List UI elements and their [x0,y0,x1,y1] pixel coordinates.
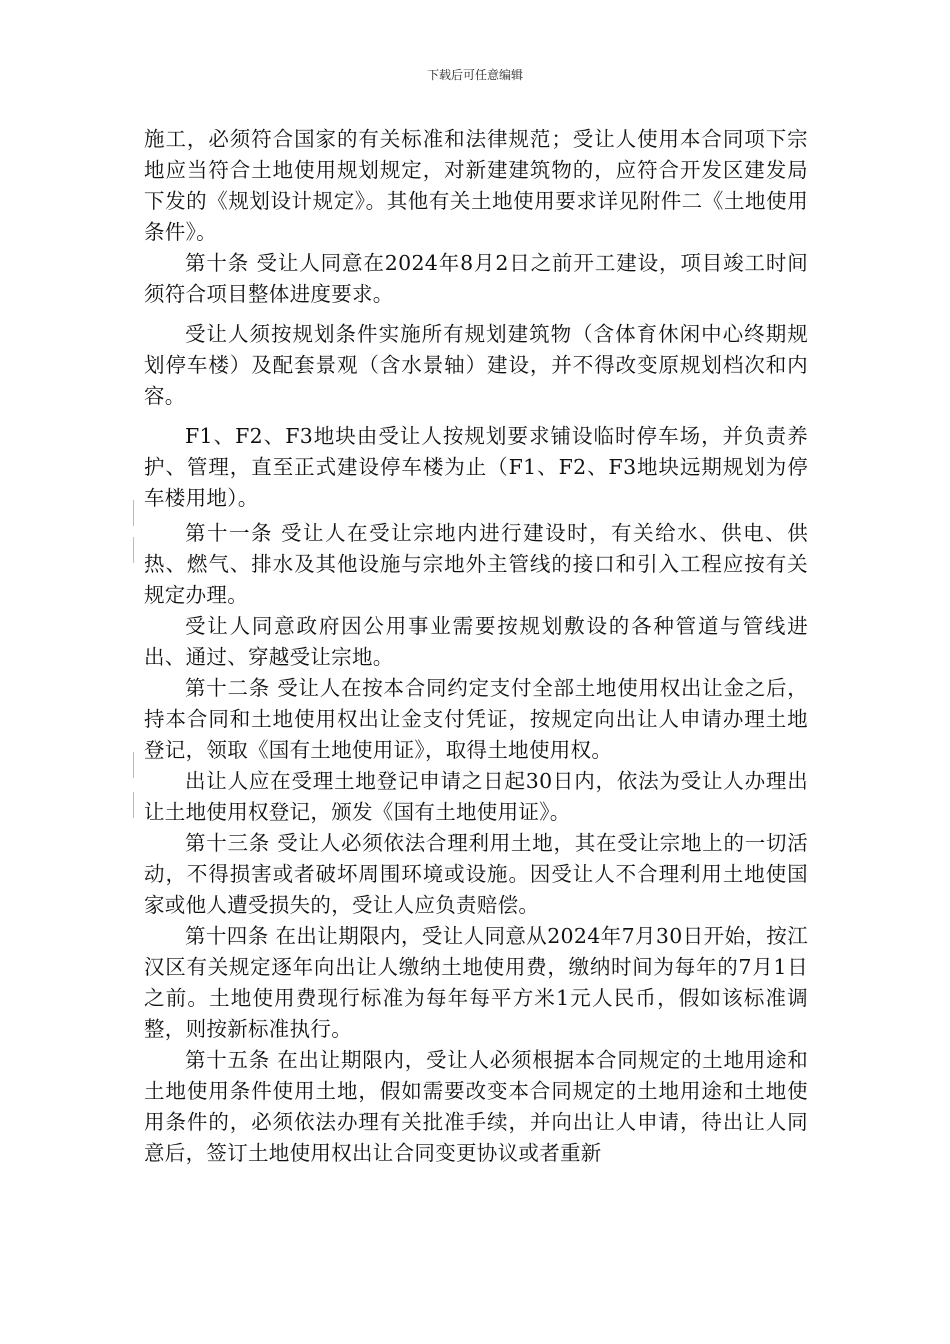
article-10-parking: F1、F2、F3地块由受让人按规划要求铺设临时停车场，并负责养护、管理，直至正式建设停车楼为止（F1、F2、F3地块远期规划为停车楼用地）。 [144,424,808,510]
margin-mark [133,752,134,778]
page-header: 下载后可任意编辑 [426,68,523,82]
article-12: 第十二条 受让人在按本合同约定支付全部土地使用权出让金之后，持本合同和土地使用权出让金支付凭证，按规定向出让人申请办理土地登记，领取《国有土地使用证》，取得土地使用权。 [144,676,808,762]
article-12-registration: 出让人应在受理土地登记申请之日起30日内，依法为受让人办理出让土地使用权登记，颁发《国有土地使用证》。 [144,769,808,824]
article-10: 第十条 受让人同意在2024年8月2日之前开工建设，项目竣工时间须符合项目整体进度要求。 [144,251,808,306]
article-13: 第十三条 受让人必须依法合理利用土地，其在受让宗地上的一切活动，不得损害或者破坏周围环境或设施。因受让人不合理利用土地使国家或他人遭受损失的，受让人应负责赔偿。 [144,831,808,917]
article-14: 第十四条 在出让期限内，受让人同意从2024年7月30日开始，按江汉区有关规定逐年向出让人缴纳土地使用费，缴纳时间为每年的7月1日之前。土地使用费现行标准为每年每平方米1元人民币，假如该标准调整，则按新标准执行。 [144,924,808,1041]
document-body [144,124,808,1169]
article-11-pipelines: 受让人同意政府因公用事业需要按规划敷设的各种管道与管线进出、通过、穿越受让宗地。 [144,614,808,669]
paragraph-continuation: 施工，必须符合国家的有关标准和法律规范；受让人使用本合同项下宗地应当符合土地使用规划规定，对新建建筑物的，应符合开发区建发局下发的《规划设计规定》。其他有关土地使用要求详见附件二《土地使用条件》。 [144,127,808,244]
article-10-planning: 受让人须按规划条件实施所有规划建筑物（含体育休闲中心终期规划停车楼）及配套景观（含水景轴）建设，并不得改变原规划档次和内容。 [144,322,808,408]
margin-mark [133,500,134,526]
article-15: 第十五条 在出让期限内，受让人必须根据本合同规定的土地用途和土地使用条件使用土地，假如需要改变本合同规定的土地用途和土地使用条件的，必须依法办理有关批准手续，并向出让人申请，待出让人同意后，签订土地使用权出让合同变更协议或者重新 [144,1048,808,1165]
article-11: 第十一条 受让人在受让宗地内进行建设时，有关给水、供电、供热、燃气、排水及其他设施与宗地外主管线的接口和引入工程应按有关规定办理。 [144,521,808,607]
margin-mark [133,537,134,563]
margin-mark [133,792,134,818]
